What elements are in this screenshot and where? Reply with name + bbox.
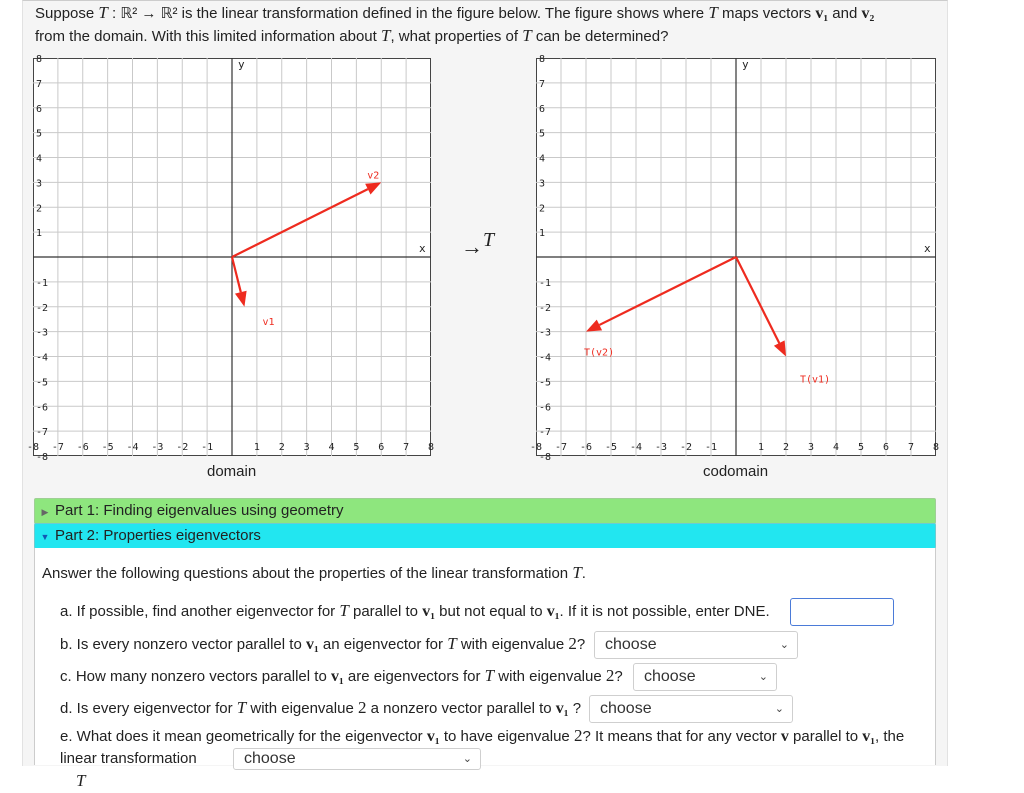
y-tick-label: 1 xyxy=(539,228,546,240)
x-axis-label: x xyxy=(924,242,931,255)
problem-statement: Suppose T : ℝ² → ℝ² is the linear transformation defined in the figure below. The figure shows where T maps vectors v₁ and v₂ from the domain. With this limited information about T, what properties of T can be determined? xyxy=(35,3,875,45)
part1-accordion[interactable] xyxy=(34,498,936,524)
x-tick-label: -5 xyxy=(101,442,114,453)
vector-label: v1 xyxy=(262,316,275,328)
caret-right-icon: ▶ xyxy=(41,507,49,517)
caret-down-icon: ▼ xyxy=(40,532,50,542)
y-tick-label: 4 xyxy=(36,153,43,165)
x-tick-label: -3 xyxy=(151,442,164,453)
y-tick-label: 3 xyxy=(539,178,546,190)
y-tick-label: -8 xyxy=(36,452,49,463)
y-tick-label: -3 xyxy=(36,327,49,339)
x-tick-label: -8 xyxy=(529,442,543,453)
y-tick-label: 3 xyxy=(36,178,43,190)
codomain-plot xyxy=(529,54,940,463)
y-tick-label: 1 xyxy=(36,228,43,240)
x-tick-label: -7 xyxy=(51,442,64,453)
y-tick-label: -2 xyxy=(36,302,49,314)
y-tick-label: -8 xyxy=(539,452,552,463)
y-tick-label: -1 xyxy=(36,277,49,289)
x-tick-label: -2 xyxy=(679,442,693,453)
chevron-down-icon: ⌄ xyxy=(779,639,789,651)
x-tick-label: 1 xyxy=(253,442,260,453)
x-tick-label: -2 xyxy=(176,442,189,453)
y-tick-label: 6 xyxy=(36,103,43,115)
x-tick-label: -7 xyxy=(554,442,568,453)
x-tick-label: -6 xyxy=(579,442,593,453)
x-tick-label: -3 xyxy=(654,442,668,453)
y-tick-label: 2 xyxy=(36,203,43,215)
part2-label: Part 2: Properties eigenvectors xyxy=(55,527,261,544)
chevron-down-icon: ⌄ xyxy=(774,703,784,715)
y-tick-label: -5 xyxy=(539,377,552,389)
x-tick-label: 5 xyxy=(353,442,360,453)
x-tick-label: -6 xyxy=(76,442,89,453)
domain-plot xyxy=(26,54,435,463)
y-tick-label: -5 xyxy=(36,377,49,389)
y-tick-label: 5 xyxy=(36,128,43,140)
y-axis-label: y xyxy=(742,58,749,71)
y-tick-label: 7 xyxy=(36,78,43,90)
x-tick-label: 7 xyxy=(403,442,410,453)
x-tick-label: 5 xyxy=(857,442,865,453)
answer-b-select[interactable]: choose ⌄ xyxy=(594,631,798,659)
answer-c-select[interactable]: choose ⌄ xyxy=(633,663,777,691)
answer-e-select[interactable]: choose ⌄ xyxy=(233,748,481,770)
x-tick-label: 7 xyxy=(907,442,915,453)
y-tick-label: -6 xyxy=(539,402,552,414)
x-tick-label: 3 xyxy=(303,442,310,453)
y-tick-label: -7 xyxy=(36,427,49,439)
answer-intro: Answer the following questions about the properties of the linear transformation T. xyxy=(42,563,586,582)
y-tick-label: -4 xyxy=(36,352,49,364)
map-arrow-label: →T xyxy=(461,229,495,259)
domain-caption: domain xyxy=(207,463,257,480)
y-tick-label: 8 xyxy=(539,54,546,65)
chevron-down-icon: ⌄ xyxy=(758,671,768,683)
x-tick-label: -8 xyxy=(26,442,40,453)
question-c: c. How many nonzero vectors parallel to v₁ are eigenvectors for T with eigenvalue 2? xyxy=(60,666,623,685)
x-tick-label: -1 xyxy=(704,442,718,453)
chevron-down-icon: ⌄ xyxy=(462,753,472,765)
question-b: b. Is every nonzero vector parallel to v₁ an eigenvector for T with eigenvalue 2? xyxy=(60,634,586,653)
y-tick-label: 5 xyxy=(539,128,546,140)
part2-accordion[interactable] xyxy=(34,523,936,549)
x-tick-label: 2 xyxy=(278,442,285,453)
x-tick-label: 4 xyxy=(328,442,335,453)
x-tick-label: -4 xyxy=(126,442,139,453)
x-tick-label: 6 xyxy=(882,442,890,453)
x-tick-label: -5 xyxy=(604,442,618,453)
y-tick-label: 4 xyxy=(539,153,546,165)
part1-label: Part 1: Finding eigenvalues using geometry xyxy=(55,502,344,519)
x-tick-label: 4 xyxy=(832,442,840,453)
vector-label: T(v2) xyxy=(584,347,615,359)
y-tick-label: 2 xyxy=(539,203,546,215)
y-tick-label: -3 xyxy=(539,327,552,339)
x-tick-label: 8 xyxy=(427,442,435,453)
x-tick-label: 8 xyxy=(932,442,940,453)
vector-label: T(v1) xyxy=(800,374,831,386)
x-tick-label: 3 xyxy=(807,442,815,453)
codomain-caption: codomain xyxy=(703,463,769,480)
y-tick-label: -2 xyxy=(539,302,552,314)
x-axis-label: x xyxy=(419,242,426,255)
y-tick-label: -6 xyxy=(36,402,49,414)
y-tick-label: 8 xyxy=(36,54,43,65)
y-tick-label: -4 xyxy=(539,352,552,364)
y-tick-label: -1 xyxy=(539,277,552,289)
vector-label: v2 xyxy=(367,170,380,182)
question-e: e. What does it mean geometrically for the eigenvector v₁ to have eigenvalue 2? It means that for any vector v parallel to v₁, the linear transformation T xyxy=(60,726,905,790)
x-tick-label: 6 xyxy=(378,442,385,453)
right-arrow-icon: → xyxy=(461,234,483,259)
y-tick-label: 6 xyxy=(539,103,546,115)
y-tick-label: -7 xyxy=(539,427,552,439)
question-a: a. If possible, find another eigenvector for T parallel to v₁ but not equal to v₁. If it is not possible, enter DNE. xyxy=(60,601,770,620)
x-tick-label: 1 xyxy=(757,442,765,453)
x-tick-label: -4 xyxy=(629,442,643,453)
answer-d-select[interactable]: choose ⌄ xyxy=(589,695,793,723)
y-axis-label: y xyxy=(238,58,245,71)
x-tick-label: 2 xyxy=(782,442,790,453)
question-d: d. Is every eigenvector for T with eigenvalue 2 a nonzero vector parallel to v₁ ? xyxy=(60,698,582,717)
answer-a-input[interactable] xyxy=(790,598,894,626)
x-tick-label: -1 xyxy=(201,442,214,453)
y-tick-label: 7 xyxy=(539,78,546,90)
